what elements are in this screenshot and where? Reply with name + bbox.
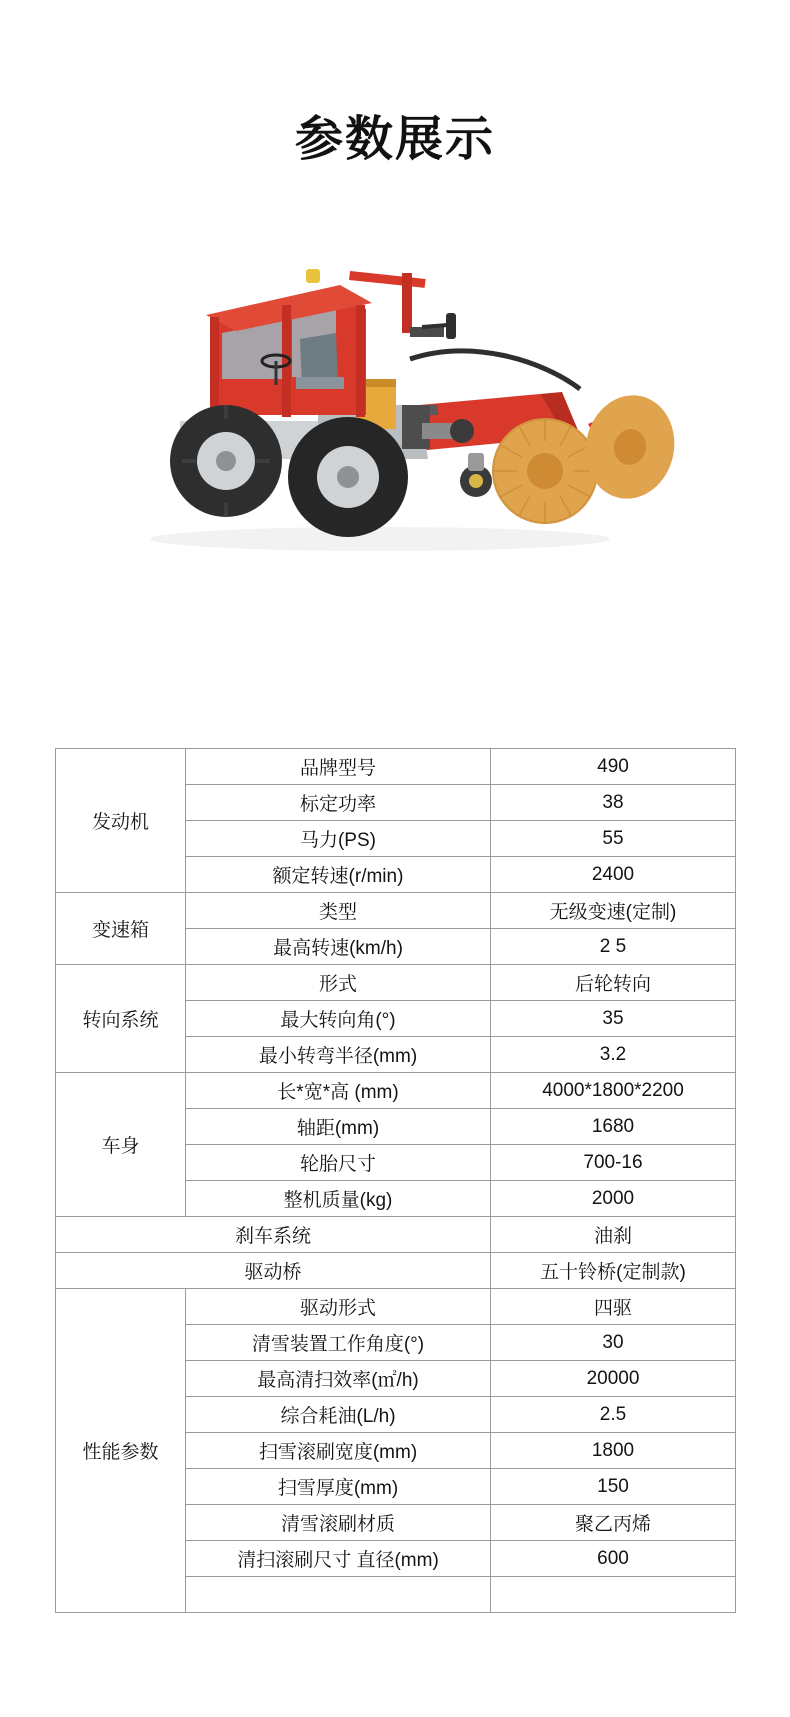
page-title: 参数展示 xyxy=(294,113,495,166)
spec-item-value: 2.5 xyxy=(491,1397,736,1433)
spec-table xyxy=(55,748,736,1613)
spec-item-value: 150 xyxy=(491,1469,736,1505)
spec-item-value xyxy=(491,1577,736,1613)
spec-item-value: 聚乙丙烯 xyxy=(491,1505,736,1541)
spec-item-value: 1800 xyxy=(491,1433,736,1469)
table-row xyxy=(56,749,736,785)
table-row xyxy=(56,1217,736,1253)
spec-item-value: 55 xyxy=(491,821,736,857)
table-row xyxy=(56,893,736,929)
spec-item-value: 30 xyxy=(491,1325,736,1361)
spec-item-value: 2400 xyxy=(491,857,736,893)
spec-item-label: 长*宽*高 (mm) xyxy=(186,1073,491,1109)
spec-item-label: 扫雪厚度(mm) xyxy=(186,1469,491,1505)
spec-item-label: 最高清扫效率(㎡/h) xyxy=(186,1361,491,1397)
spec-group-label: 车身 xyxy=(56,1073,186,1217)
spec-item-value: 35 xyxy=(491,1001,736,1037)
spec-item-label: 整机质量(kg) xyxy=(186,1181,491,1217)
spec-group-label: 转向系统 xyxy=(56,965,186,1073)
spec-item-value: 油刹 xyxy=(491,1217,736,1253)
spec-item-label: 最大转向角(°) xyxy=(186,1001,491,1037)
spec-item-value: 3.2 xyxy=(491,1037,736,1073)
table-row xyxy=(56,1289,736,1325)
spec-item-value: 38 xyxy=(491,785,736,821)
spec-item-value: 无级变速(定制) xyxy=(491,893,736,929)
spec-group-label: 发动机 xyxy=(56,749,186,893)
spec-item-label: 刹车系统 xyxy=(56,1217,491,1253)
spec-item-value: 四驱 xyxy=(491,1289,736,1325)
spec-item-value: 700-16 xyxy=(491,1145,736,1181)
spec-item-value: 后轮转向 xyxy=(491,965,736,1001)
spec-item-value: 490 xyxy=(491,749,736,785)
spec-item-label: 标定功率 xyxy=(186,785,491,821)
spec-item-label: 轮胎尺寸 xyxy=(186,1145,491,1181)
spec-item-value: 1680 xyxy=(491,1109,736,1145)
spec-item-label: 额定转速(r/min) xyxy=(186,857,491,893)
spec-item-label: 马力(PS) xyxy=(186,821,491,857)
spec-item-value: 2 5 xyxy=(491,929,736,965)
spec-item-value: 600 xyxy=(491,1541,736,1577)
spec-item-value: 2000 xyxy=(491,1181,736,1217)
product-image xyxy=(0,209,790,609)
table-row xyxy=(56,1253,736,1289)
spec-item-label: 清雪滚刷材质 xyxy=(186,1505,491,1541)
snow-sweeper-illustration xyxy=(110,209,680,569)
spec-item-label: 品牌型号 xyxy=(186,749,491,785)
cab xyxy=(198,269,456,427)
spec-item-label: 最小转弯半径(mm) xyxy=(186,1037,491,1073)
spec-group-label: 性能参数 xyxy=(56,1289,186,1613)
spec-item-value: 20000 xyxy=(491,1361,736,1397)
table-row xyxy=(56,965,736,1001)
spec-item-label: 扫雪滚刷宽度(mm) xyxy=(186,1433,491,1469)
spec-item-label: 最高转速(km/h) xyxy=(186,929,491,965)
spec-item-label: 形式 xyxy=(186,965,491,1001)
spec-item-label: 清扫滚刷尺寸 直径(mm) xyxy=(186,1541,491,1577)
table-row xyxy=(56,1073,736,1109)
spec-item-label: 类型 xyxy=(186,893,491,929)
spec-item-label: 轴距(mm) xyxy=(186,1109,491,1145)
spec-item-label: 清雪装置工作角度(°) xyxy=(186,1325,491,1361)
spec-item-label: 驱动形式 xyxy=(186,1289,491,1325)
spec-item-label xyxy=(186,1577,491,1613)
spec-item-value: 4000*1800*2200 xyxy=(491,1073,736,1109)
spec-item-value: 五十铃桥(定制款) xyxy=(491,1253,736,1289)
spec-item-label: 综合耗油(L/h) xyxy=(186,1397,491,1433)
spec-table-container xyxy=(55,748,735,1613)
spec-group-label: 变速箱 xyxy=(56,893,186,965)
spec-item-label: 驱动桥 xyxy=(56,1253,491,1289)
